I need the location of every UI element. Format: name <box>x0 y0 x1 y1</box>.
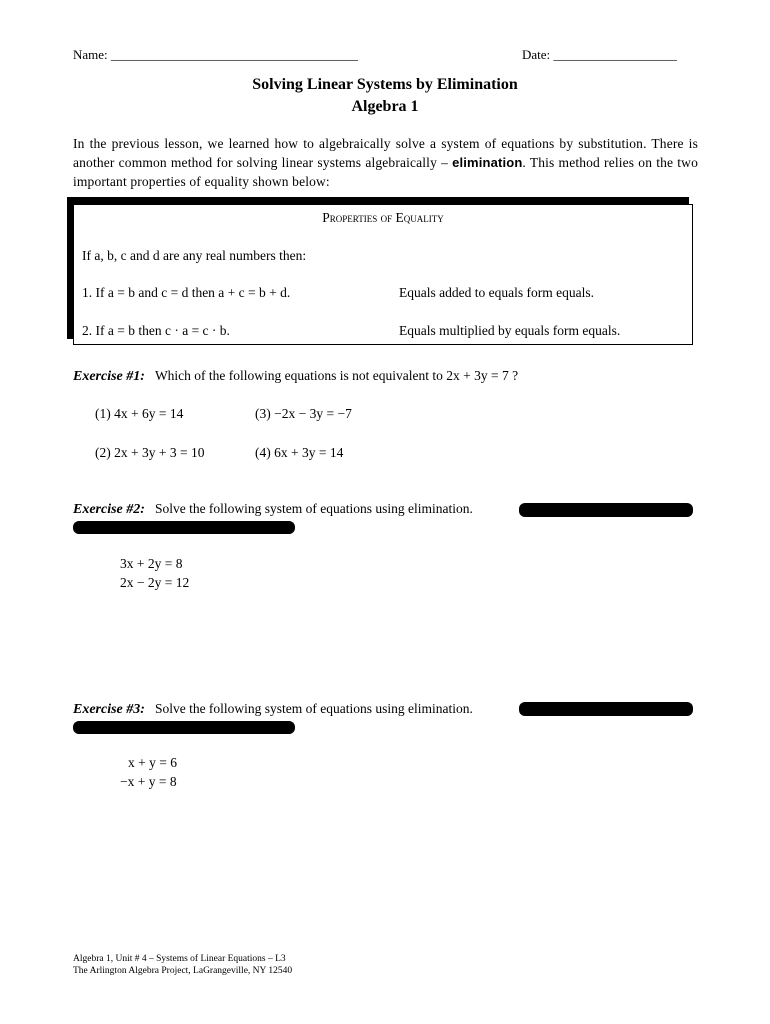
footer-line-2: The Arlington Algebra Project, LaGrangeville, NY 12540 <box>73 966 293 976</box>
intro-text-1: In the previous lesson, we learned how to algebraically solve a system of equations by substitution. There is another common method for solving linear systems algebraically – <box>73 136 698 170</box>
exercise-2-label: Exercise #2: <box>73 502 145 517</box>
redaction-bar <box>73 721 295 734</box>
exercise-1-option-2: (2) 2x + 3y + 3 = 10 <box>95 445 205 460</box>
exercise-2-header <box>73 500 473 518</box>
property-rule-2-description: Equals multiplied by equals form equals. <box>399 323 621 338</box>
properties-condition: If a, b, c and d are any real numbers then: <box>82 248 307 263</box>
exercise-3-equation-2: −x + y = 8 <box>120 774 177 789</box>
page-subtitle: Algebra 1 <box>351 98 419 115</box>
footer-line-1: Algebra 1, Unit # 4 – Systems of Linear Equations – L3 <box>73 954 286 964</box>
exercise-2-equation-1: 3x + 2y = 8 <box>120 556 183 571</box>
exercise-3-header <box>73 700 473 718</box>
intro-paragraph <box>73 134 698 191</box>
redaction-bar <box>73 521 295 534</box>
property-rule-2: 2. If a = b then c · a = c · b. <box>82 323 230 338</box>
exercise-3-equation-1: x + y = 6 <box>128 755 177 770</box>
exercise-3-label: Exercise #3: <box>73 702 145 717</box>
redaction-bar <box>519 702 693 716</box>
page-title: Solving Linear Systems by Elimination <box>252 76 518 93</box>
exercise-2-prompt: Solve the following system of equations using elimination. <box>154 501 473 516</box>
exercise-2-equation-2: 2x − 2y = 12 <box>120 575 190 590</box>
exercise-1-option-3: (3) −2x − 3y = −7 <box>255 406 352 421</box>
property-rule-1-description: Equals added to equals form equals. <box>399 285 594 300</box>
exercise-3-prompt: Solve the following system of equations using elimination. <box>154 701 473 716</box>
exercise-1-question: Which of the following equations is not equivalent to 2x + 3y = 7 ? <box>154 368 519 383</box>
property-rule-1: 1. If a = b and c = d then a + c = b + d. <box>82 285 291 300</box>
redaction-bar <box>519 503 693 517</box>
intro-bold-term: elimination <box>452 155 523 170</box>
name-field-label: Name: ______________________________________ <box>73 47 358 62</box>
exercise-1-label: Exercise #1: <box>73 369 145 384</box>
date-field-label: Date: ___________________ <box>522 47 677 62</box>
exercise-1-option-1: (1) 4x + 6y = 14 <box>95 406 184 421</box>
exercise-1-option-4: (4) 6x + 3y = 14 <box>255 445 344 460</box>
exercise-1-header <box>73 367 518 385</box>
properties-heading: Properties of Equality <box>322 210 444 225</box>
intro-text-2: . This method relies on the two important properties of equality shown below: <box>73 155 698 189</box>
page-footer <box>73 953 292 977</box>
